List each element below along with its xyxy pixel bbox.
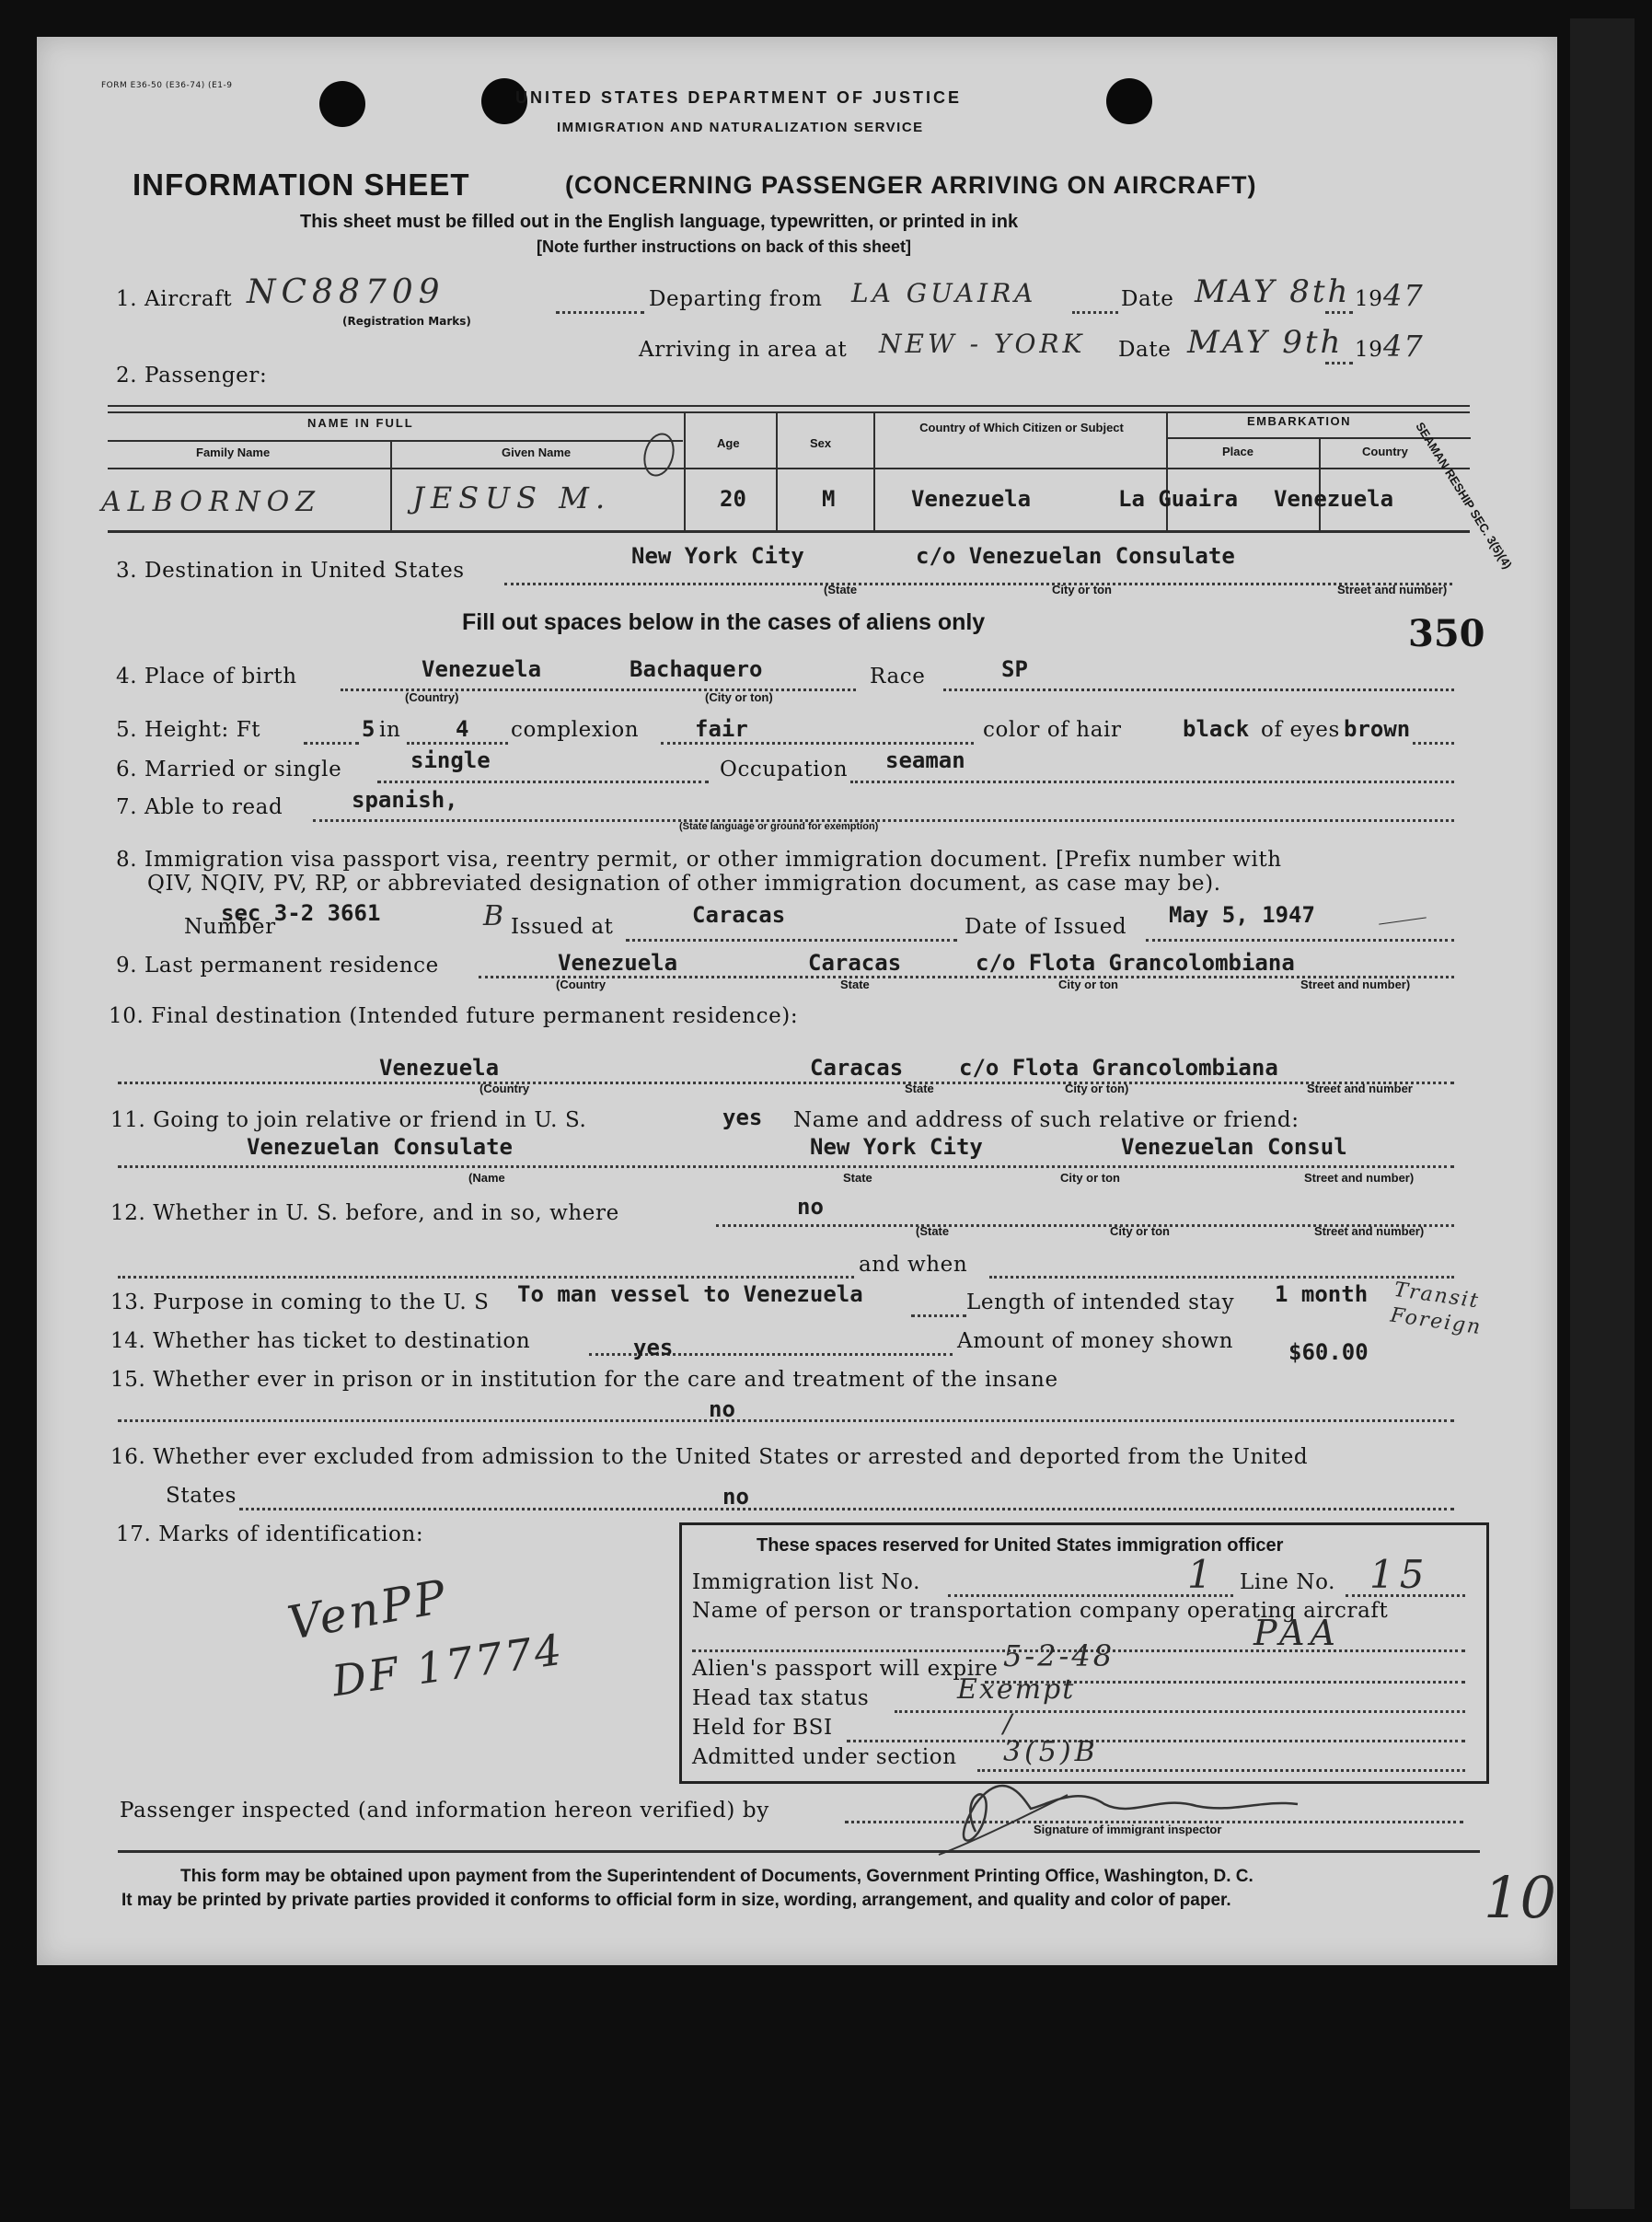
footer-line-2: It may be printed by private parties provided it conforms to official form in size, wording, arrangement, and quality and color of paper. bbox=[121, 1891, 1231, 1910]
issue-date-value[interactable]: May 5, 1947 bbox=[1169, 902, 1315, 928]
inspector-signature bbox=[920, 1767, 1334, 1859]
last-residence-label: 9. Last permanent residence bbox=[116, 954, 439, 978]
read-language[interactable]: spanish, bbox=[352, 787, 458, 813]
signature-caption: Signature of immigrant inspector bbox=[1034, 1823, 1222, 1836]
immigration-doc-label-2: QIV, NQIV, PV, RP, or abbreviated designation of other immigration document, as case may be). bbox=[147, 872, 1221, 896]
given-name-header: Given Name bbox=[502, 446, 572, 459]
issued-at-label: Issued at bbox=[511, 915, 614, 939]
state-caption: (State bbox=[824, 583, 858, 596]
final-destination-country[interactable]: Venezuela bbox=[379, 1055, 500, 1081]
purpose-label: 13. Purpose in coming to the U. S bbox=[110, 1290, 490, 1314]
relative-name[interactable]: Venezuelan Consulate bbox=[247, 1134, 513, 1160]
embark-place-value[interactable]: La Guaira bbox=[1118, 486, 1239, 512]
citizen-country-header: Country of Which Citizen or Subject bbox=[919, 421, 1124, 434]
page-number: 10 bbox=[1484, 1864, 1556, 1931]
department-name: UNITED STATES DEPARTMENT OF JUSTICE bbox=[515, 88, 963, 107]
city-caption: City or ton bbox=[1052, 583, 1112, 596]
state-caption: State bbox=[843, 1171, 872, 1185]
street-caption: Street and number) bbox=[1304, 1171, 1415, 1185]
given-name[interactable]: JESUS M. bbox=[412, 480, 612, 515]
departure-date[interactable]: MAY 8th bbox=[1195, 273, 1351, 310]
destination-street[interactable]: c/o Venezuelan Consulate bbox=[916, 543, 1235, 569]
issue-date-label: Date of Issued bbox=[965, 915, 1127, 939]
arriving-at[interactable]: NEW - YORK bbox=[879, 329, 1086, 359]
street-caption: Street and number bbox=[1307, 1082, 1413, 1095]
departing-from[interactable]: LA GUAIRA bbox=[851, 278, 1037, 308]
stamped-number: 350 bbox=[1408, 612, 1485, 655]
arrival-year[interactable]: 47 bbox=[1383, 329, 1425, 364]
issued-at-value[interactable]: Caracas bbox=[692, 902, 786, 928]
family-name[interactable]: ALBORNOZ bbox=[101, 486, 322, 518]
form-title: INFORMATION SHEET bbox=[133, 168, 470, 202]
arriving-label: Arriving in area at bbox=[639, 338, 848, 362]
excluded-label: 16. Whether ever excluded from admission to the United States or arrested and deported from the United bbox=[110, 1445, 1309, 1469]
sex-value[interactable]: M bbox=[822, 486, 836, 512]
punch-hole bbox=[319, 81, 365, 127]
immigration-doc-label: 8. Immigration visa passport visa, reentry permit, or other immigration document. [Prefix number with bbox=[116, 848, 1282, 872]
aliens-only-heading: Fill out spaces below in the cases of aliens only bbox=[462, 609, 986, 635]
officer-box-title: These spaces reserved for United States immigration officer bbox=[757, 1535, 1284, 1556]
final-destination-street[interactable]: c/o Flota Grancolombiana bbox=[959, 1055, 1278, 1081]
family-name-header: Family Name bbox=[196, 446, 271, 459]
destination-label: 3. Destination in United States bbox=[116, 559, 465, 583]
destination-city[interactable]: New York City bbox=[631, 543, 804, 569]
registration-caption: (Registration Marks) bbox=[342, 315, 471, 328]
street-caption: Street and number) bbox=[1300, 978, 1411, 991]
race-value[interactable]: SP bbox=[1001, 656, 1028, 682]
previous-visit-answer[interactable]: no bbox=[797, 1194, 824, 1220]
line-label: Line No. bbox=[1240, 1570, 1336, 1594]
birth-country[interactable]: Venezuela bbox=[422, 656, 542, 682]
join-relative-label: 11. Going to join relative or friend in U. S. bbox=[110, 1108, 587, 1132]
prison-label: 15. Whether ever in prison or in institution for the care and treatment of the insane bbox=[110, 1368, 1058, 1392]
head-tax-value[interactable]: Exempt bbox=[957, 1673, 1076, 1706]
height-in[interactable]: 4 bbox=[456, 716, 469, 742]
head-tax-label: Head tax status bbox=[692, 1686, 870, 1710]
country-caption: (Country bbox=[556, 978, 607, 991]
bsi-value[interactable]: / bbox=[1003, 1708, 1018, 1739]
complexion-value[interactable]: fair bbox=[695, 716, 748, 742]
prison-answer[interactable]: no bbox=[709, 1396, 735, 1422]
identification-mark-2: DF 17774 bbox=[329, 1624, 568, 1707]
relative-city[interactable]: New York City bbox=[810, 1134, 983, 1160]
doc-number-label: Number bbox=[184, 915, 276, 939]
language-instruction: This sheet must be filled out in the English language, typewritten, or printed in ink bbox=[300, 212, 1019, 232]
company-label: Name of person or transportation company operating aircraft bbox=[692, 1599, 1389, 1623]
name-caption: (Name bbox=[468, 1171, 505, 1185]
marital-label: 6. Married or single bbox=[116, 758, 342, 781]
departure-year[interactable]: 47 bbox=[1383, 278, 1425, 313]
hair-label: color of hair bbox=[983, 718, 1122, 742]
citizen-country-value[interactable]: Venezuela bbox=[911, 486, 1032, 512]
footer-line-1: This form may be obtained upon payment from the Superintendent of Documents, Government Printing Office, Washington, D. C. bbox=[180, 1867, 1253, 1886]
height-in-label: in bbox=[379, 718, 401, 742]
seaman-reship-stamp: SEAMAN RESHIP SEC. 3(5)(4) bbox=[1413, 420, 1515, 572]
money-value[interactable]: $60.00 bbox=[1288, 1339, 1369, 1365]
street-caption: Street and number) bbox=[1314, 1224, 1425, 1238]
excluded-label-2: States bbox=[166, 1484, 237, 1508]
occupation-label: Occupation bbox=[720, 758, 849, 781]
state-caption: State bbox=[840, 978, 870, 991]
age-value[interactable]: 20 bbox=[720, 486, 746, 512]
bsi-label: Held for BSI bbox=[692, 1716, 833, 1740]
age-header: Age bbox=[717, 436, 740, 450]
stay-length-value[interactable]: 1 month bbox=[1275, 1281, 1369, 1307]
departure-year-prefix: 19 bbox=[1355, 287, 1383, 311]
passenger-label: 2. Passenger: bbox=[116, 364, 268, 388]
name-in-full-header: NAME IN FULL bbox=[307, 416, 414, 430]
join-relative-answer[interactable]: yes bbox=[722, 1105, 763, 1130]
doc-number[interactable]: sec 3-2 3661 bbox=[221, 900, 381, 926]
inspection-label: Passenger inspected (and information hereon verified) by bbox=[120, 1799, 769, 1823]
eyes-value[interactable]: brown bbox=[1344, 716, 1411, 742]
ticket-label: 14. Whether has ticket to destination bbox=[110, 1329, 531, 1353]
place-header: Place bbox=[1222, 445, 1253, 458]
final-destination-city[interactable]: Caracas bbox=[810, 1055, 904, 1081]
passport-expiry-value[interactable]: 5-2-48 bbox=[1003, 1638, 1115, 1673]
form-number: FORM E36-50 (E36-74) (E1-9 bbox=[101, 81, 233, 90]
last-residence-street[interactable]: c/o Flota Grancolombiana bbox=[976, 950, 1295, 976]
eyes-label: of eyes bbox=[1261, 718, 1340, 742]
admitted-section-label: Admitted under section bbox=[692, 1745, 957, 1769]
country-caption: (Country) bbox=[405, 690, 459, 704]
embarkation-header: EMBARKATION bbox=[1247, 414, 1352, 428]
and-when-label: and when bbox=[859, 1253, 968, 1277]
sex-header: Sex bbox=[810, 436, 832, 450]
margin-note: Transit Foreign bbox=[1389, 1278, 1484, 1340]
punch-hole bbox=[1106, 78, 1152, 124]
final-destination-label: 10. Final destination (Intended future permanent residence): bbox=[109, 1004, 799, 1028]
departure-date-label: Date bbox=[1121, 287, 1174, 311]
identification-label: 17. Marks of identification: bbox=[116, 1522, 424, 1546]
aircraft-registration[interactable]: NC88709 bbox=[247, 273, 445, 311]
language-caption: (State language or ground for exemption) bbox=[679, 821, 879, 832]
complexion-label: complexion bbox=[511, 718, 640, 742]
doc-number-handwritten: B bbox=[483, 900, 510, 932]
city-caption: City or ton bbox=[1058, 978, 1118, 991]
line-value[interactable]: 15 bbox=[1369, 1552, 1430, 1597]
company-value[interactable]: PAA bbox=[1253, 1613, 1341, 1653]
race-label: Race bbox=[870, 665, 926, 689]
aircraft-label: 1. Aircraft bbox=[116, 287, 233, 311]
previous-visit-label: 12. Whether in U. S. before, and in so, where bbox=[110, 1201, 619, 1225]
country-caption: (Country bbox=[479, 1082, 530, 1095]
embark-country-header: Country bbox=[1362, 445, 1408, 458]
hair-value[interactable]: black bbox=[1183, 716, 1250, 742]
state-caption: (State bbox=[916, 1224, 950, 1238]
departing-label: Departing from bbox=[649, 287, 823, 311]
height-label: 5. Height: Ft bbox=[116, 718, 261, 742]
relative-name-label: Name and address of such relative or friend: bbox=[793, 1108, 1300, 1132]
stay-length-label: Length of intended stay bbox=[966, 1290, 1235, 1314]
identification-mark-1: VenPP bbox=[283, 1569, 453, 1650]
city-caption: City or ton bbox=[1060, 1171, 1120, 1185]
arrival-date[interactable]: MAY 9th bbox=[1187, 324, 1344, 361]
birth-city[interactable]: Bachaquero bbox=[630, 656, 763, 682]
city-caption: City or ton bbox=[1110, 1224, 1170, 1238]
immigration-list-value[interactable]: 1 bbox=[1187, 1552, 1218, 1597]
page-edge-shadow bbox=[1570, 18, 1635, 2209]
admitted-section-value[interactable]: 3(5)B bbox=[1003, 1736, 1099, 1768]
excluded-answer[interactable]: no bbox=[722, 1484, 749, 1510]
arrival-date-label: Date bbox=[1118, 338, 1172, 362]
street-caption: Street and number) bbox=[1337, 583, 1448, 596]
birthplace-label: 4. Place of birth bbox=[116, 665, 297, 689]
ticket-answer[interactable]: yes bbox=[633, 1335, 674, 1360]
service-name: IMMIGRATION AND NATURALIZATION SERVICE bbox=[557, 120, 924, 135]
relative-street[interactable]: Venezuelan Consul bbox=[1121, 1134, 1347, 1160]
back-note: [Note further instructions on back of this sheet] bbox=[537, 237, 912, 256]
immigration-list-label: Immigration list No. bbox=[692, 1570, 921, 1594]
purpose-value[interactable]: To man vessel to Venezuela bbox=[517, 1281, 863, 1307]
state-caption: State bbox=[905, 1082, 934, 1095]
last-residence-country[interactable]: Venezuela bbox=[558, 950, 678, 976]
read-label: 7. Able to read bbox=[116, 795, 283, 819]
money-label: Amount of money shown bbox=[957, 1329, 1234, 1353]
embark-country-value[interactable]: Venezuela bbox=[1274, 486, 1394, 512]
city-caption: City or ton) bbox=[1065, 1082, 1129, 1095]
height-ft[interactable]: 5 bbox=[362, 716, 375, 742]
city-caption: (City or ton) bbox=[705, 690, 773, 704]
last-residence-city[interactable]: Caracas bbox=[808, 950, 902, 976]
marital-value[interactable]: single bbox=[410, 747, 491, 773]
form-title-sub: (CONCERNING PASSENGER ARRIVING ON AIRCRAFT) bbox=[565, 171, 1257, 199]
passport-expiry-label: Alien's passport will expire bbox=[692, 1657, 999, 1681]
occupation-value[interactable]: seaman bbox=[885, 747, 965, 773]
arrival-year-prefix: 19 bbox=[1355, 338, 1383, 362]
